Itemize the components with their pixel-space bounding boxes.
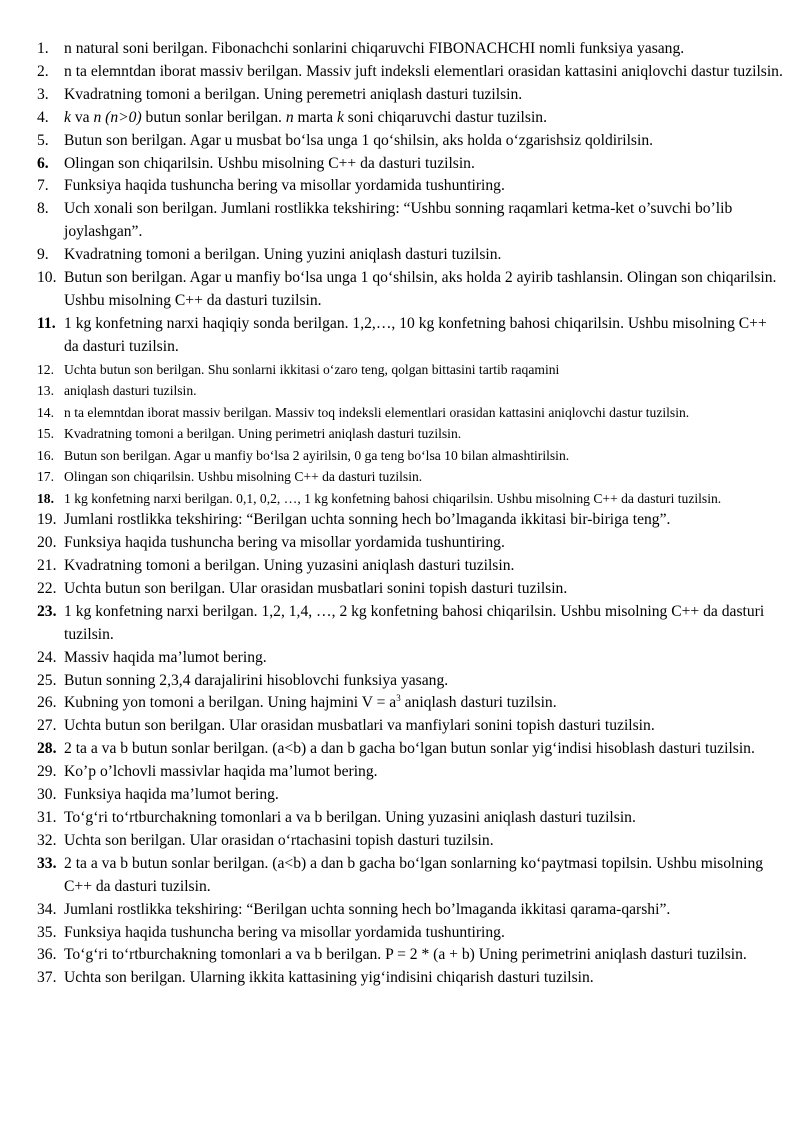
text-segment: k [64,108,71,126]
item-number: 4. [37,108,49,126]
item-text: Uchta son berilgan. Ularning ikkita kattasining yig‘indisini chiqarish dasturi tuzilsin. [64,969,594,987]
item-text [64,692,785,715]
item-number: 20. [37,534,57,552]
list-item [37,175,785,198]
item-number: 31. [37,808,57,826]
item-text: Jumlani rostlikka tekshiring: “Berilgan uchta sonning hech bo’lmaganda ikkitasi qarama-qarshi”. [64,900,671,918]
text-segment: Kubning yon tomoni a berilgan. Uning hajmini V = a [64,694,397,712]
list-item [37,532,785,555]
list-item [37,445,785,467]
list-item [37,244,785,267]
item-text: Massiv haqida ma’lumot bering. [64,648,267,666]
list-item [37,647,785,670]
item-number: 14. [37,404,54,420]
item-text: Uchta butun son berilgan. Shu sonlarni ikkitasi o‘zaro teng, qolgan bittasini tartib raqamini [64,361,560,377]
item-number: 13. [37,383,54,399]
item-number: 23. [37,602,57,620]
list-item [37,738,785,761]
list-item [37,601,785,647]
item-number: 18. [37,490,54,506]
list-item [37,423,785,445]
item-text [64,107,785,130]
list-item [37,715,785,738]
list-item [37,267,785,313]
text-segment: marta [293,108,337,126]
item-number: 7. [37,177,49,195]
item-text: 2 ta a va b butun sonlar berilgan. (a<b) a dan b gacha bo‘lgan butun sonlar yig‘indisi hisoblash dasturi tuzilsin. [64,740,755,758]
text-segment: n (n>0) [93,108,142,126]
item-text: 1 kg konfetning narxi haqiqiy sonda berilgan. 1,2,…, 10 kg konfetning bahosi chiqarilsin. Ushbu misolning C++ da dasturi tuzilsin. [64,314,767,355]
item-text: 1 kg konfetning narxi berilgan. 0,1, 0,2, …, 1 kg konfetning bahosi chiqarilsin. Ushbu misolning C++ da dasturi tuzilsin. [64,490,722,506]
list-item [37,61,785,84]
item-text: Uchta butun son berilgan. Ular orasidan musbatlari va manfiylari sonini topish dasturi tuzilsin. [64,717,655,735]
item-text: Kvadratning tomoni a berilgan. Uning peremetri aniqlash dasturi tuzilsin. [64,85,523,103]
item-text: Kvadratning tomoni a berilgan. Uning yuzini aniqlash dasturi tuzilsin. [64,246,502,264]
item-text: n ta elemntdan iborat massiv berilgan. Massiv toq indeksli elementlari orasidan kattasini aniqlovchi dastur tuzilsin. [64,404,690,420]
item-text: To‘g‘ri to‘rtburchakning tomonlari a va b berilgan. P = 2 * (a + b) Uning perimetrini aniqlash dasturi tuzilsin. [64,946,747,964]
item-text: Ko’p o’lchovli massivlar haqida ma’lumot bering. [64,763,378,781]
list-item [37,555,785,578]
item-number: 27. [37,717,57,735]
item-number: 9. [37,246,49,264]
list-item [37,784,785,807]
list-item [37,578,785,601]
item-number: 25. [37,671,57,689]
list-item [37,130,785,153]
item-number: 30. [37,786,57,804]
item-text: n natural soni berilgan. Fibonachchi sonlarini chiqaruvchi FIBONACHCHI nomli funksiya yasang. [64,40,685,57]
item-text: Funksiya haqida tushuncha bering va misollar yordamida tushuntiring. [64,177,505,195]
text-segment: soni chiqaruvchi dastur tuzilsin. [343,108,547,126]
item-number: 29. [37,763,57,781]
list-item [37,899,785,922]
item-text: Butun sonning 2,3,4 darajalirini hisoblovchi funksiya yasang. [64,671,449,689]
list-item [37,313,785,359]
list-item [37,670,785,693]
item-number: 28. [37,740,57,758]
list-item [37,922,785,945]
item-number: 12. [37,361,54,377]
item-text: To‘g‘ri to‘rtburchakning tomonlari a va b berilgan. Uning yuzasini aniqlash dasturi tuzilsin. [64,808,636,826]
item-text: Kvadratning tomoni a berilgan. Uning yuzasini aniqlash dasturi tuzilsin. [64,557,515,574]
list-item [37,509,785,532]
item-text: Kvadratning tomoni a berilgan. Uning perimetri aniqlash dasturi tuzilsin. [64,426,462,442]
item-text: Olingan son chiqarilsin. Ushbu misolning C++ da dasturi tuzilsin. [64,469,423,485]
item-number: 24. [37,648,57,666]
item-text: Uchta son berilgan. Ular orasidan o‘rtachasini topish dasturi tuzilsin. [64,831,494,849]
item-text: Funksiya haqida tushuncha bering va misollar yordamida tushuntiring. [64,534,505,552]
item-text: Uch xonali son berilgan. Jumlani rostlikka tekshiring: “Ushbu sonning raqamlari ketma-ket o’suvchi bo’lib joylashgan”. [64,200,733,241]
item-number: 26. [37,694,57,712]
item-text: 1 kg konfetning narxi berilgan. 1,2, 1,4, …, 2 kg konfetning bahosi chiqarilsin. Ushbu misolning C++ da dasturi tuzilsin. [64,602,765,643]
item-text: n ta elemntdan iborat massiv berilgan. Massiv juft indeksli elementlari orasidan kattasini aniqlovchi dastur tuzilsin. [64,62,783,80]
item-text: Butun son berilgan. Agar u manfiy bo‘lsa 2 ayirilsin, 0 ga teng bo‘lsa 10 bilan almashtirilsin. [64,447,570,463]
item-text: Jumlani rostlikka tekshiring: “Berilgan uchta sonning hech bo’lmaganda ikkitasi bir-biriga teng”. [64,511,671,529]
list-item [37,967,785,990]
list-item [37,153,785,176]
list-item [37,807,785,830]
list-item [37,402,785,424]
item-text: aniqlash dasturi tuzilsin. [64,383,197,399]
list-item [37,466,785,488]
text-segment: k [336,108,344,126]
item-text: Uchta butun son berilgan. Ular orasidan musbatlari sonini topish dasturi tuzilsin. [64,579,568,597]
item-number: 8. [37,200,49,218]
item-number: 33. [37,854,57,872]
list-item [37,761,785,784]
text-segment: butun sonlar berilgan. [141,108,286,126]
item-text: 2 ta a va b butun sonlar berilgan. (a<b) a dan b gacha bo‘lgan sonlarning ko‘paytmasi topilsin. Ushbu misolning C++ da dasturi tuzilsin. [64,854,764,895]
list-item [37,38,785,61]
text-segment: va [70,108,94,126]
list-item [37,853,785,899]
list-item [37,84,785,107]
item-number: 1. [37,40,49,57]
item-number: 36. [37,946,57,964]
item-number: 16. [37,447,54,463]
item-number: 5. [37,131,49,149]
item-number: 2. [37,62,49,80]
superscript: 3 [396,693,401,704]
item-number: 15. [37,426,54,442]
item-text: Butun son berilgan. Agar u manfiy bo‘lsa unga 1 qo‘shilsin, aks holda 2 ayirib tashlansin. Olingan son chiqarilsin. Ushbu misolning C++ da dasturi tuzilsin. [64,269,777,309]
item-number: 35. [37,923,57,941]
list-item [37,944,785,967]
item-number: 19. [37,511,57,529]
item-text: Funksiya haqida ma’lumot bering. [64,786,279,804]
item-number: 6. [37,154,49,172]
item-number: 32. [37,831,57,849]
list-item [37,198,785,244]
list-item [37,359,785,381]
list-item [37,380,785,402]
task-list [37,38,785,990]
list-item [37,692,785,715]
item-text: Butun son berilgan. Agar u musbat bo‘lsa unga 1 qo‘shilsin, aks holda o‘zgarishsiz qoldirilsin. [64,131,654,149]
item-number: 3. [37,85,49,103]
item-number: 21. [37,557,57,574]
text-segment: n [285,108,294,126]
list-item [37,830,785,853]
text-segment: aniqlash dasturi tuzilsin. [400,694,557,712]
item-text: Olingan son chiqarilsin. Ushbu misolning C++ da dasturi tuzilsin. [64,154,475,172]
item-number: 11. [37,314,56,332]
item-number: 17. [37,469,54,485]
item-number: 34. [37,900,57,918]
item-number: 22. [37,579,57,597]
item-text: Funksiya haqida tushuncha bering va misollar yordamida tushuntiring. [64,923,505,941]
list-item [37,488,785,510]
list-item [37,107,785,130]
item-number: 37. [37,969,57,987]
item-number: 10. [37,269,57,287]
